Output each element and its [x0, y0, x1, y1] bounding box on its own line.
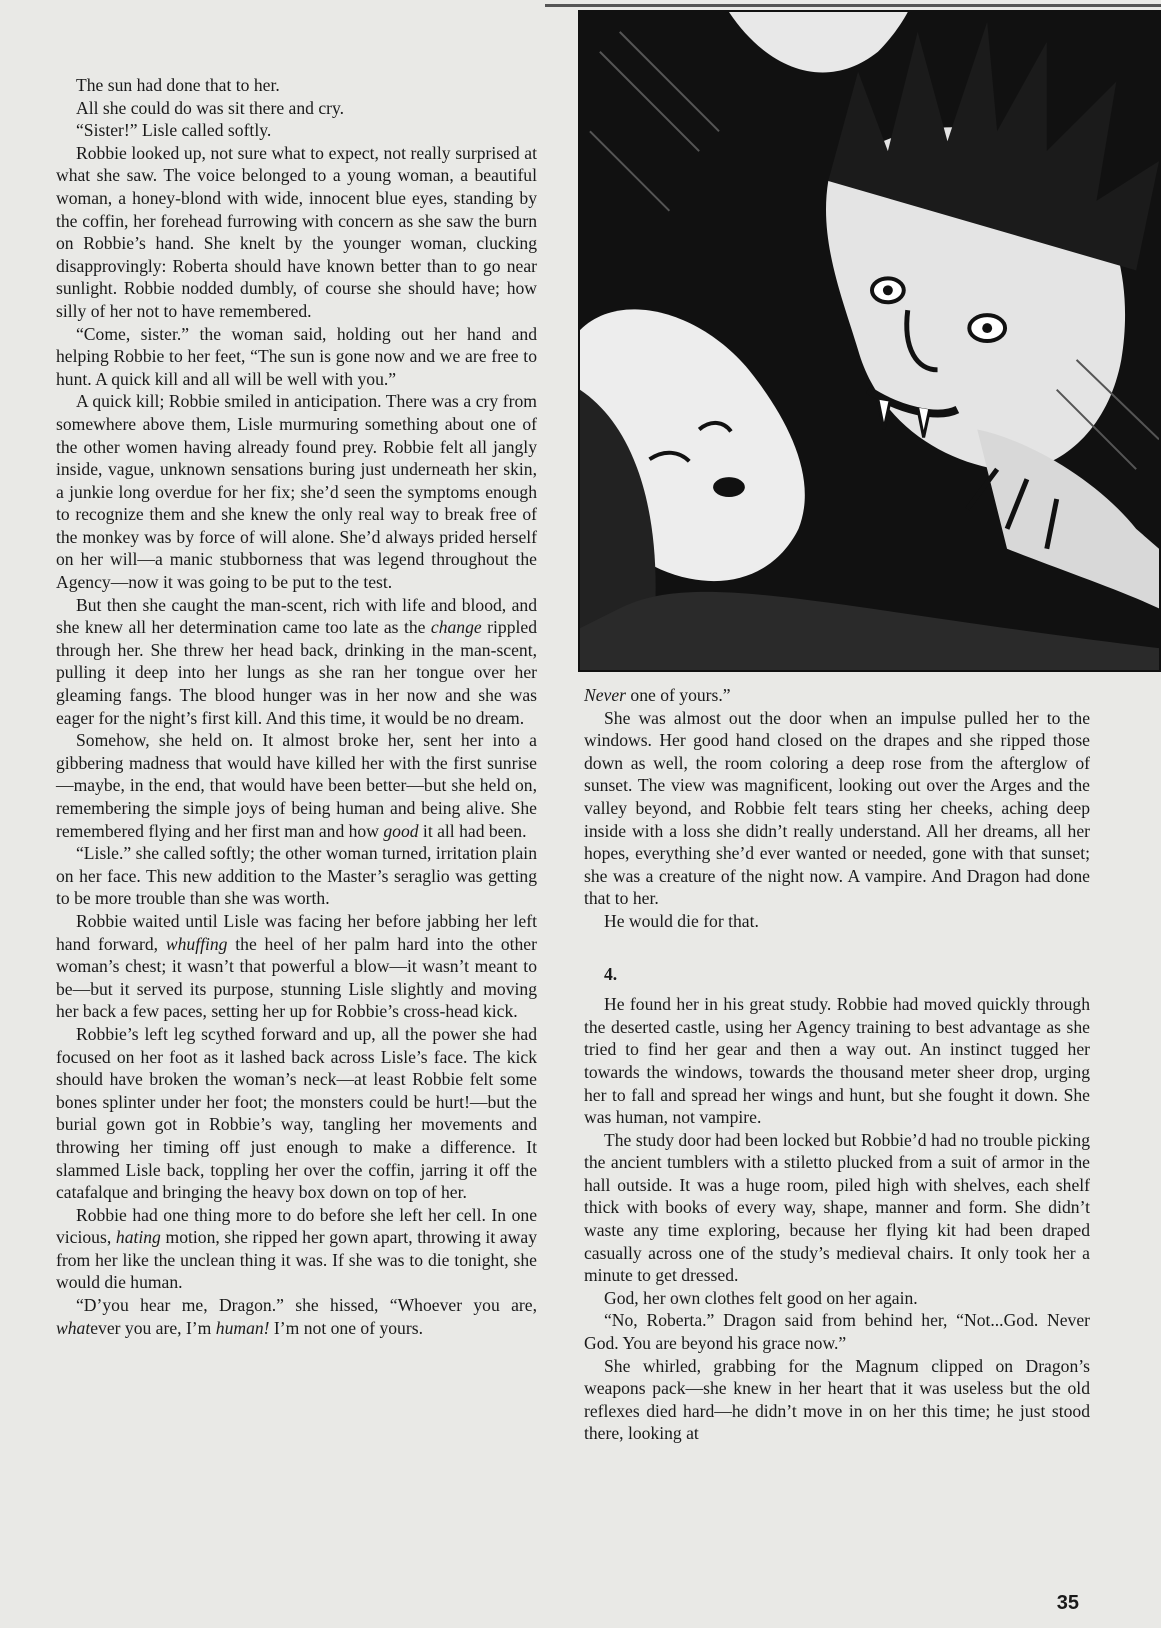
paragraph: She was almost out the door when an impulse pulled her to the windows. Her good hand closed on the drapes and she ripped those down as well, the room coloring a deep rose from the afterglow of sunset. The view was magnificent, looking out over the Arges and the valley beyond, and Robbie felt tears sting her cheeks, aching deep inside with a loss she didn’t really understand. All her dreams, all her hopes, everything she’d ever wanted or needed, gone with that sunset; she was a creature of the night now. A vampire. And Dragon had done that to her.	[584, 707, 1090, 909]
illustration-art	[580, 12, 1159, 670]
paragraph: “No, Roberta.” Dragon said from behind her, “Not...God. Never God. You are beyond his grace now.”	[584, 1310, 1090, 1354]
paragraph: The sun had done that to her.	[76, 75, 280, 95]
paragraph: Robbie’s left leg scythed forward and up, all the power she had focused on her foot as it lashed back across Lisle’s face. The kick should have broken the woman’s neck—at least Robbie felt some bones splinter under her foot; the monsters could be hurt!—but the burial gown got in Robbie’s way, tangling her movements and throwing her timing off just enough to make a difference. It slammed Lisle back, toppling her over the coffin, jarring it off the catafalque and bringing the heavy box down on top of her.	[56, 1023, 537, 1203]
paragraph: “Come, sister.” the woman said, holding out her hand and helping Robbie to her feet, “The sun is gone now and we are free to hunt. A quick kill and all will be well with you.”	[56, 323, 537, 389]
paragraph: “Lisle.” she called softly; the other woman turned, irritation plain on her face. This new addition to the Master’s seraglio was getting to be more trouble than she was worth.	[56, 843, 537, 909]
right-column-continuation	[584, 684, 1090, 933]
paragraph: Never one of yours.”	[584, 685, 731, 705]
paragraph: Somehow, she held on. It almost broke her, sent her into a gibbering madness that would have killed her with the first sunrise—maybe, in the end, that would have been better—but she held on, remembering the simple joys of being human and being alive. She remembered flying and her first man and how good it all had been.	[56, 730, 537, 841]
paragraph: All she could do was sit there and cry.	[76, 97, 345, 118]
paragraph: She whirled, grabbing for the Magnum clipped on Dragon’s weapons pack—she knew in her heart that it was useless but the old reflexes died hard—he didn’t move in on her this time; he just stood there, looking at	[584, 1355, 1090, 1444]
vampire-attack-illustration-icon	[578, 10, 1161, 672]
right-text-column	[584, 684, 1090, 1445]
paragraph: “Sister!” Lisle called softly.	[76, 120, 272, 141]
paragraph: He would die for that.	[604, 910, 759, 931]
section-4-body	[584, 993, 1090, 1445]
paragraph: Robbie had one thing more to do before she left her cell. In one vicious, hating motion, she ripped her gown apart, throwing it away from her like the unclean thing it was. If she was to die tonight, she would die human.	[56, 1204, 537, 1293]
top-rule	[545, 4, 1161, 7]
paragraph: A quick kill; Robbie smiled in anticipation. There was a cry from somewhere above them, Lisle murmuring something about one of the other women having already found prey. Robbie felt all jangly inside, vague, unknown sensations buring just underneath her skin, a junkie long overdue for her fix; she’d seen the symptoms enough to recognize them and she knew the only real way to break free of the monkey was by force of will alone. She’d always prided herself on her will—a manic stubborness that was legend throughout the Agency—now it was going to be put to the test.	[56, 391, 537, 593]
paragraph: The study door had been locked but Robbie’d had no trouble picking the ancient tumblers with a stiletto plucked from a suit of armor in the hall outside. It was a huge room, piled high with shelves, each shelf thick with books of every way, shape, manner and form. She didn’t waste any time exploring, because her flying kit had been draped casually across one of the study’s medieval chairs. It only took her a minute to get dressed.	[584, 1129, 1090, 1286]
paragraph: Robbie waited until Lisle was facing her before jabbing her left hand forward, whuffing the heel of her palm hard into the other woman’s chest; it wasn’t that powerful a blow—it wasn’t meant to be—but it served its purpose, stunning Lisle slightly and moving her back a few paces, setting her up for Robbie’s cross-head kick.	[56, 910, 537, 1022]
paragraph: He found her in his great study. Robbie had moved quickly through the deserted castle, using her Agency training to best advantage as she tried to find her gear and then a way out. An instinct tugged her towards the windows, towards the thousand meter sheer drop, urging her to fall and spread her wings and hunt, but she fought it down. She was human, not vampire.	[584, 994, 1090, 1128]
left-text-column	[56, 74, 537, 1339]
paragraph: “D’you hear me, Dragon.” she hissed, “Whoever you are, whatever you are, I’m human! I’m not one of yours.	[56, 1295, 537, 1338]
paragraph: God, her own clothes felt good on her again.	[604, 1287, 918, 1308]
paragraph: Robbie looked up, not sure what to expect, not really surprised at what she saw. The voice belonged to a young woman, a beautiful woman, a honey-blond with wide, innocent blue eyes, standing by the coffin, her forehead furrowing with concern as she saw the burn on Robbie’s hand. She knelt by the younger woman, clucking disapprovingly: Roberta should have known better than to go near sunlight. Robbie nodded dumbly, of course she should have; how silly of her not to have remembered.	[56, 142, 537, 321]
page-number: 35	[1056, 1592, 1079, 1614]
paragraph: But then she caught the man-scent, rich with life and blood, and she knew all her determination came too late as the change rippled through her. She threw her head back, drinking in the man-scent, pulling it deep into her lungs as she ran her tongue over her gleaming fangs. The blood hunger was in her now and she was eager for the night’s first kill. And this time, it would be no dream.	[56, 594, 537, 728]
section-number: 4.	[604, 963, 618, 984]
